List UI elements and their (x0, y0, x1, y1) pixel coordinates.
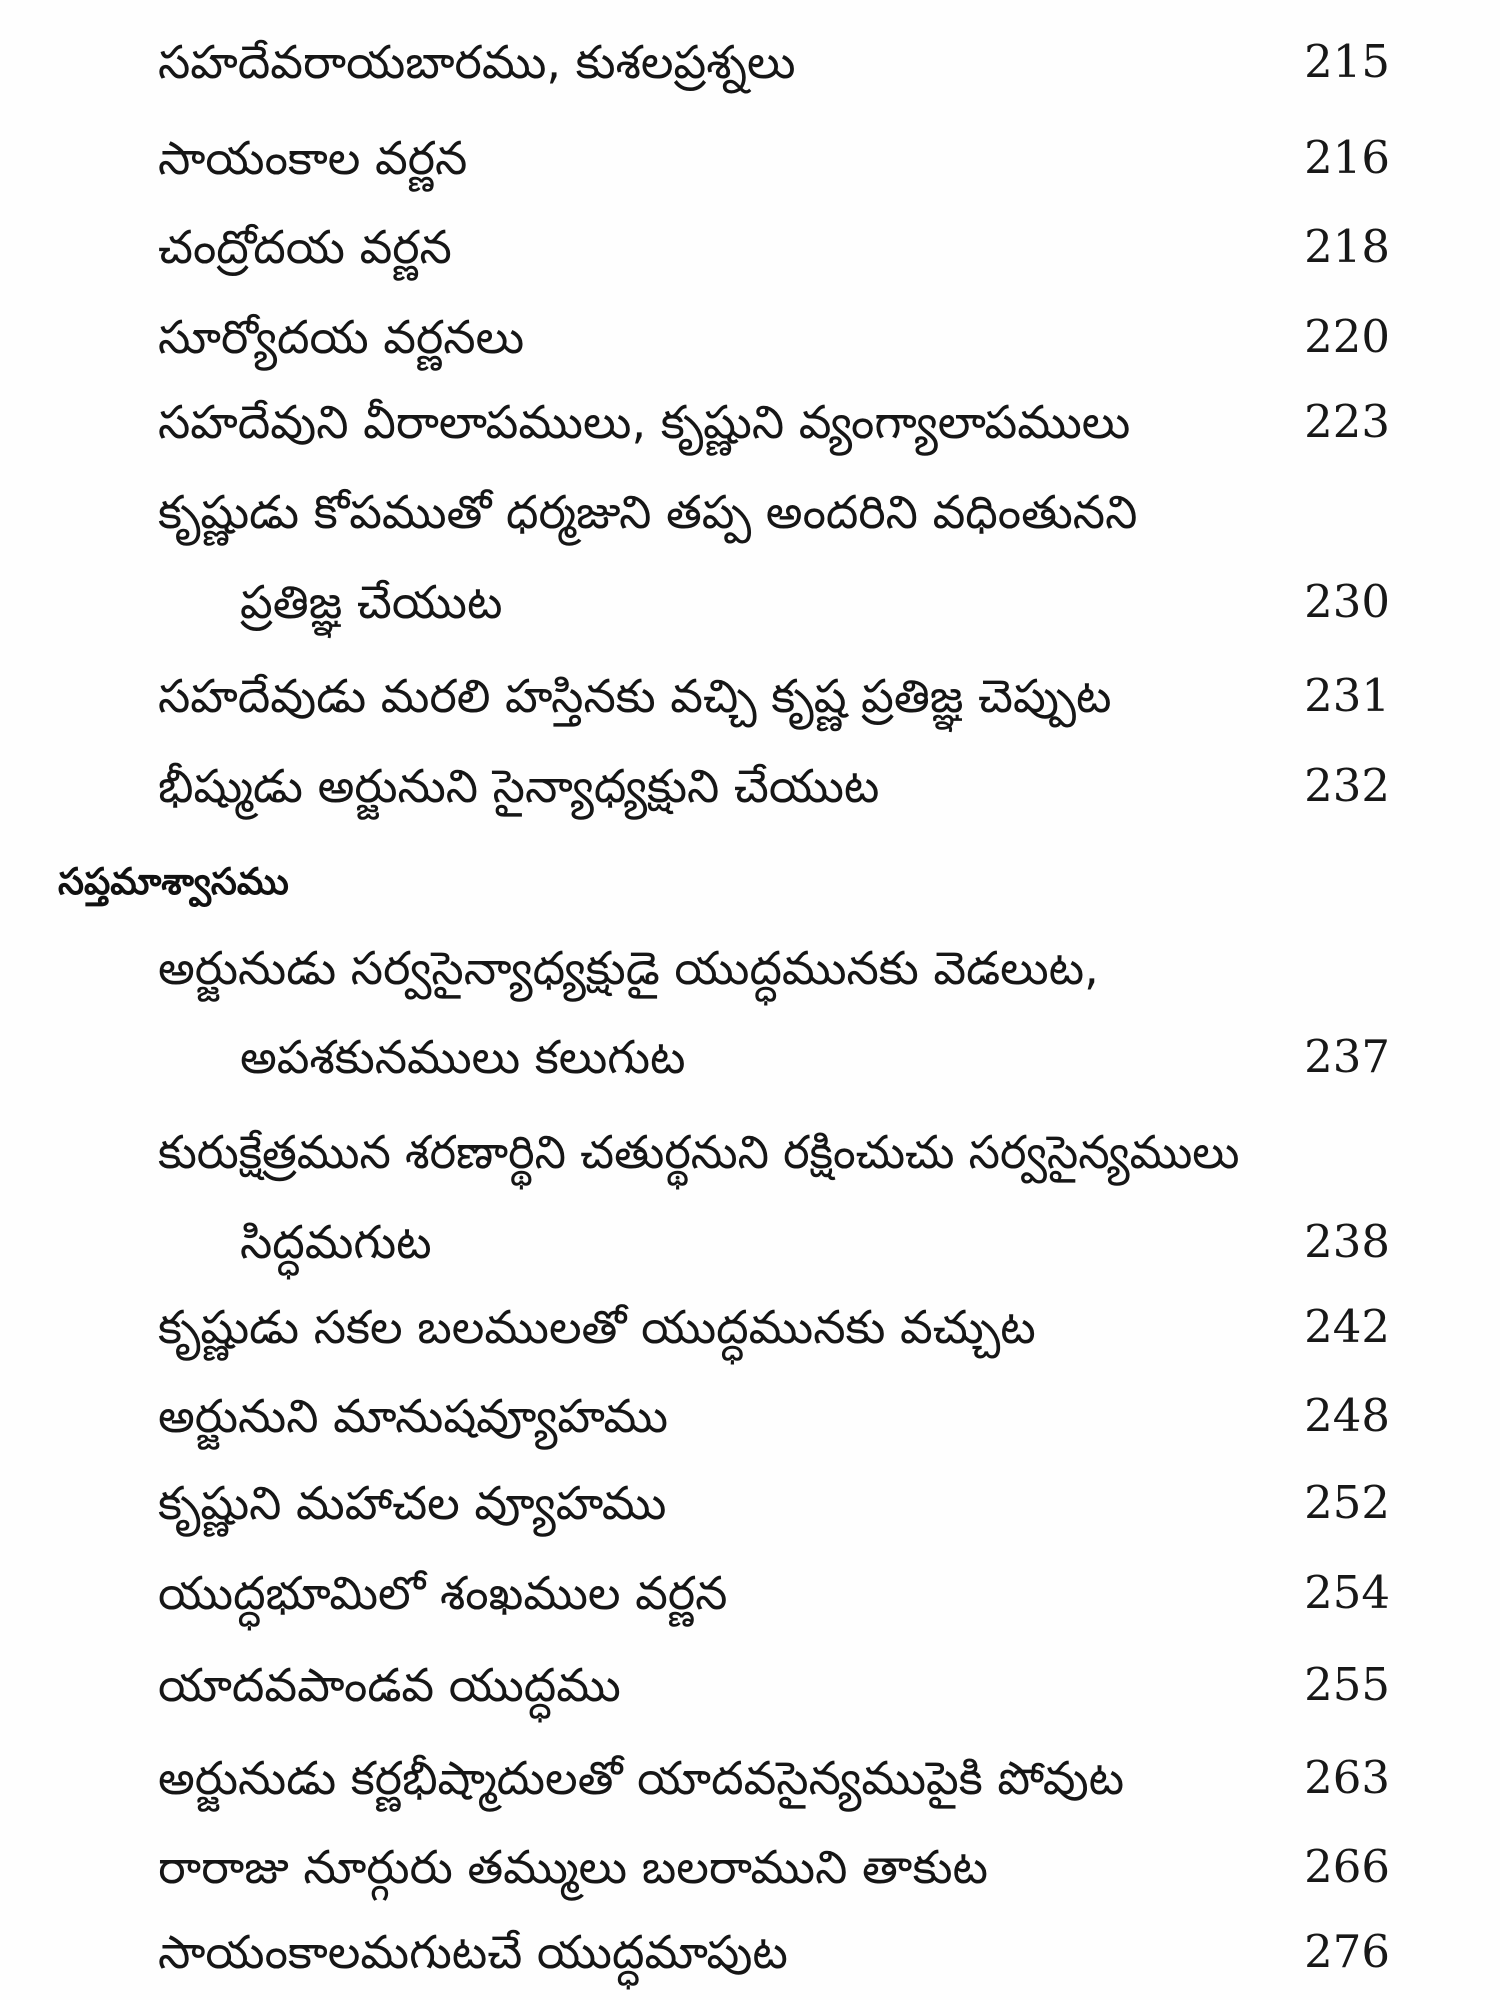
toc-entry (0, 1287, 1500, 1367)
toc-entry (0, 472, 1500, 552)
toc-entry-title: చంద్రోదయ వర్ణన (158, 220, 452, 274)
toc-entry-title: సహదేవుని వీరాలాపములు, కృష్ణుని వ్యంగ్యాలాపములు (158, 395, 1131, 449)
toc-entry (0, 1463, 1500, 1543)
toc-entry (0, 1112, 1500, 1192)
toc-entry-title-continuation: అపశకునములు కలుగుట (240, 1030, 686, 1084)
toc-entry (0, 118, 1500, 198)
toc-entry-title: సూర్యోదయ వర్ణనలు (158, 310, 525, 364)
toc-entry-title: యుద్ధభూమిలో శంఖముల వర్ణన (158, 1566, 728, 1620)
toc-entry-page: 255 (1304, 1658, 1390, 1711)
toc-entry (0, 928, 1500, 1008)
toc-entry-title: భీష్ముడు అర్జునుని సైన్యాధ్యక్షుని చేయుట (158, 759, 880, 813)
toc-entry (0, 746, 1500, 826)
toc-entry (0, 1738, 1500, 1818)
toc-entry-page: 223 (1304, 395, 1390, 448)
toc-entry-page: 248 (1304, 1389, 1390, 1442)
toc-entry-page: 263 (1304, 1751, 1390, 1804)
toc-entry-title: సహదేవుడు మరలి హస్తినకు వచ్చి కృష్ణ ప్రతిజ్ఞ చెప్పుట (158, 669, 1112, 723)
toc-entry (0, 656, 1500, 736)
toc-entry-title: అర్జునుడు సర్వసైన్యాధ్యక్షుడై యుద్ధమునకు వెడలుట, (158, 941, 1099, 995)
toc-entry-page: 232 (1304, 759, 1390, 812)
toc-entry (0, 297, 1500, 377)
toc-entry (0, 207, 1500, 287)
toc-entry-page: 218 (1304, 220, 1390, 273)
toc-entry-page: 215 (1304, 35, 1390, 88)
toc-entry-title: అర్జునుని మానుషవ్యూహము (158, 1389, 669, 1443)
toc-entry-continuation (0, 1202, 1500, 1282)
toc-entry (0, 22, 1500, 102)
toc-entry (0, 1827, 1500, 1907)
toc-entry-title: కృష్ణుడు సకల బలములతో యుద్ధమునకు వచ్చుట (158, 1300, 1036, 1354)
toc-entry-title-continuation: ప్రతిజ్ఞ చేయుట (240, 575, 503, 629)
toc-entry-page: 254 (1304, 1566, 1390, 1619)
toc-entry (0, 382, 1500, 462)
toc-entry-page: 230 (1304, 575, 1390, 628)
toc-entry-continuation (0, 562, 1500, 642)
toc-entry-title: యాదవపాండవ యుద్ధము (158, 1658, 621, 1712)
toc-entry-page: 242 (1304, 1300, 1390, 1353)
toc-entry-title-continuation: సిద్ధమగుట (240, 1215, 432, 1269)
toc-entry (0, 1645, 1500, 1725)
toc-entry-continuation (0, 1017, 1500, 1097)
toc-entry-page: 238 (1304, 1215, 1390, 1268)
toc-entry-title: కృష్ణుని మహాచల వ్యూహము (158, 1476, 667, 1530)
toc-entry-page: 237 (1304, 1030, 1390, 1083)
toc-entry-title: సాయంకాలమగుటచే యుద్ధమాపుట (158, 1925, 788, 1979)
toc-entry (0, 1376, 1500, 1456)
toc-entry-title: కృష్ణుడు కోపముతో ధర్మజుని తప్ప అందరిని వధింతునని (158, 485, 1138, 539)
toc-entry-page: 252 (1304, 1476, 1390, 1529)
toc-entry-page: 216 (1304, 131, 1390, 184)
toc-entry (0, 1912, 1500, 1992)
toc-entry-page: 276 (1304, 1925, 1390, 1978)
toc-entry-title: అర్జునుడు కర్ణభీష్మాదులతో యాదవసైన్యముపైకి పోవుట (158, 1751, 1125, 1805)
toc-entry-title: రారాజు నూర్గురు తమ్ములు బలరాముని తాకుట (158, 1840, 989, 1894)
toc-entry-title: సాయంకాల వర్ణన (158, 131, 468, 185)
toc-entry-page: 266 (1304, 1840, 1390, 1893)
toc-entry (0, 1553, 1500, 1633)
toc-entry-title: సహదేవరాయబారము, కుశలప్రశ్నలు (158, 35, 796, 89)
toc-entry-title: కురుక్షేత్రమున శరణార్థిని చతుర్థనుని రక్షించుచు సర్వసైన్యములు (158, 1125, 1240, 1179)
section-heading: సప్తమాశ్వాసము (58, 860, 289, 903)
toc-entry-page: 220 (1304, 310, 1390, 363)
toc-entry-page: 231 (1304, 669, 1390, 722)
